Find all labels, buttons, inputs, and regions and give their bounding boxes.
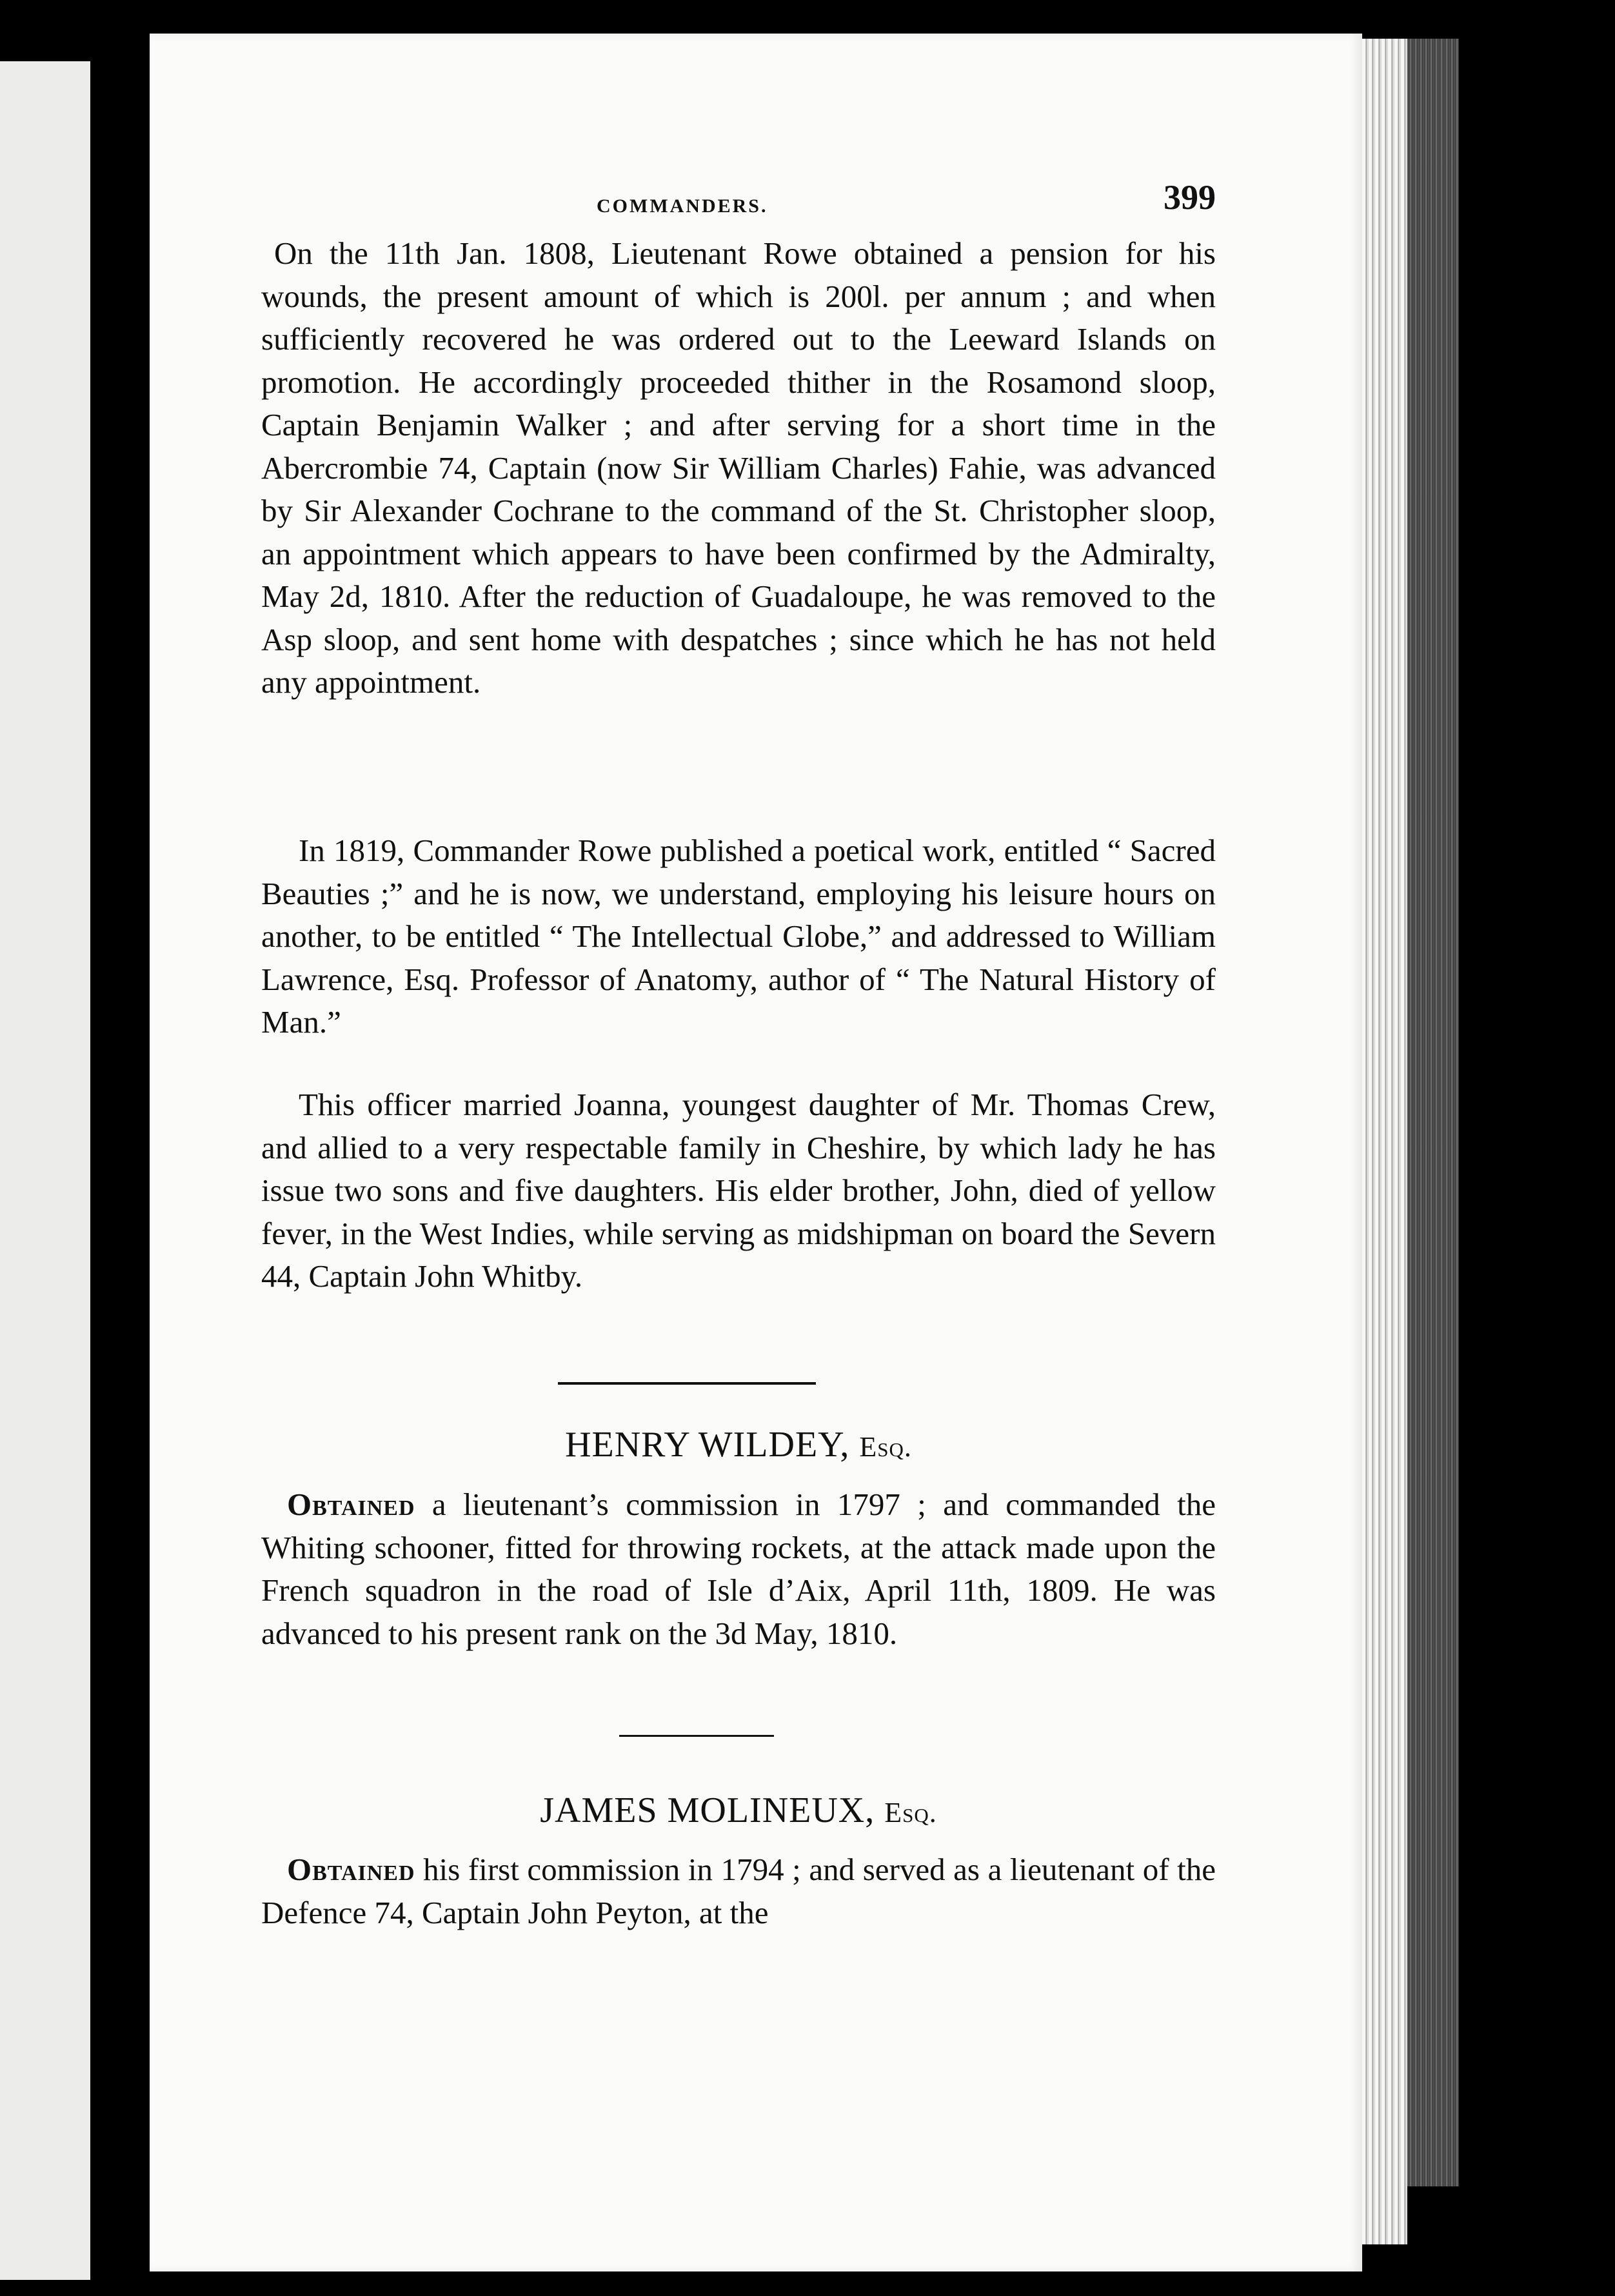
entry-name: HENRY WILDEY, xyxy=(565,1425,850,1465)
book-binding-edge xyxy=(1407,39,1459,2186)
entry-heading-wildey xyxy=(261,1424,1216,1465)
entry-text-molineux xyxy=(261,1848,1216,1934)
section-divider xyxy=(619,1735,774,1737)
page-number: 399 xyxy=(1164,178,1216,217)
entry-lead-word: Obtained xyxy=(287,1487,415,1522)
entry-heading-molineux xyxy=(261,1790,1216,1831)
running-head-title: COMMANDERS. xyxy=(597,195,768,217)
entry-suffix: Esq. xyxy=(859,1431,912,1463)
paragraph-rowe-pension: On the 11th Jan. 1808, Lieutenant Rowe obtained a pension for his wounds, the present amount of which is 200l. per annum ; and when sufficiently recovered he was ordered out to the Leeward Islands on promotion. He accordingly proceeded thither in the Rosamond sloop, Captain Benjamin Walker ; and after serving for a short time in the Abercrombie 74, Captain (now Sir William Charles) Fahie, was advanced by Sir Alexander Cochrane to the command of the St. Christopher sloop, an appointment which appears to have been confirmed by the Admiralty, May 2d, 1810. After the reduction of Guadaloupe, he was removed to the Asp sloop, and sent home with despatches ; since which he has not held any appointment. xyxy=(261,235,1216,700)
entry-body: his first commission in 1794 ; and served as a lieutenant of the Defence 74, Captain John Peyton, at the xyxy=(261,1852,1216,1930)
paragraph-rowe-publication: In 1819, Commander Rowe published a poetical work, entitled “ Sacred Beauties ;” and he is now, we understand, employing his leisure hours on another, to be entitled “ The Intellectual Globe,” and addressed to William Lawrence, Esq. Professor of Anatomy, author of “ The Natural History of Man.” xyxy=(261,833,1216,1040)
facing-page-edge xyxy=(0,61,90,2280)
entry-name: JAMES MOLINEUX, xyxy=(540,1790,875,1830)
paragraph-rowe-family: This officer married Joanna, youngest daughter of Mr. Thomas Crew, and allied to a very respectable family in Cheshire, by which lady he has issue two sons and five daughters. His elder brother, John, died of yellow fever, in the West Indies, while serving as midshipman on board the Severn 44, Captain John Whitby. xyxy=(261,1087,1216,1294)
entry-body: a lieutenant’s commission in 1797 ; and commanded the Whiting schooner, fitted for throwing rockets, at the attack made upon the French squadron in the road of Isle d’Aix, April 11th, 1809. He was advanced to his present rank on the 3d May, 1810. xyxy=(261,1487,1216,1651)
page-block-edges xyxy=(1362,39,1407,2244)
entry-lead-word: Obtained xyxy=(287,1852,415,1887)
section-divider xyxy=(558,1382,816,1385)
entry-suffix: Esq. xyxy=(884,1797,937,1828)
entry-text-wildey xyxy=(261,1483,1216,1655)
running-head xyxy=(261,178,1216,221)
